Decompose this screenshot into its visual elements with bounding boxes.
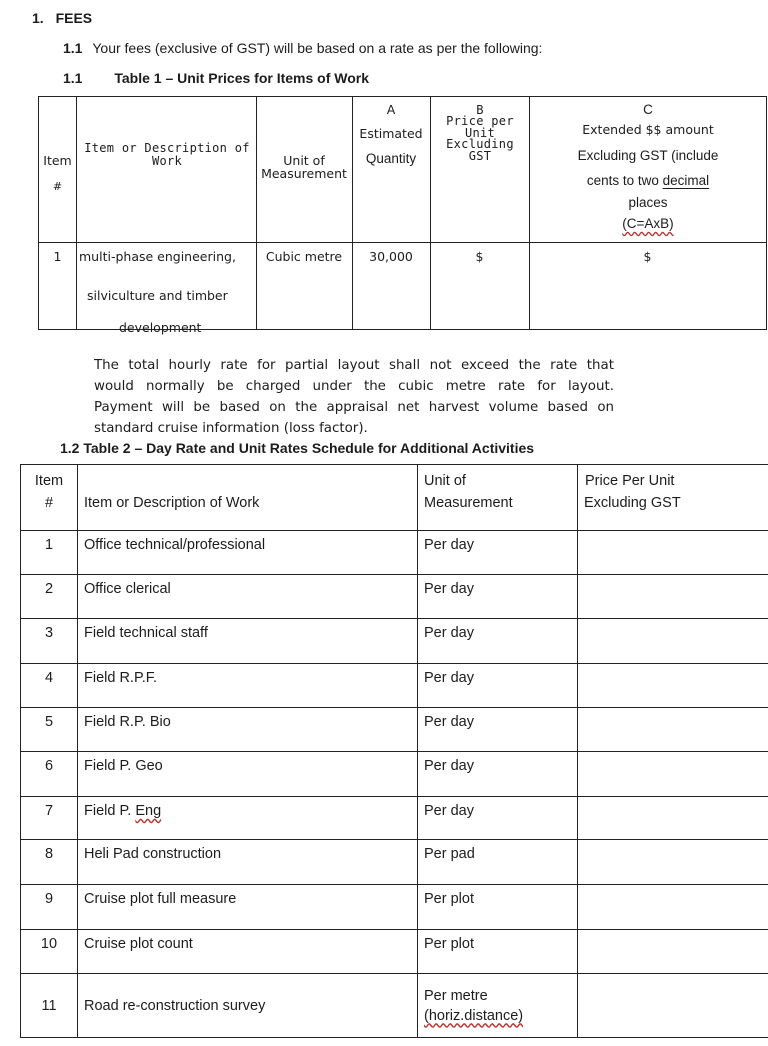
t1-header-b: B Price per Unit Excluding GST — [446, 103, 514, 163]
table-row — [21, 708, 768, 752]
row-number: 10 — [21, 930, 78, 974]
row-price-cell[interactable] — [578, 930, 768, 974]
row-description: Field P. Eng — [78, 797, 418, 840]
table-row — [21, 575, 768, 619]
row-price-cell[interactable] — [578, 619, 768, 664]
row-description: Field R.P. Bio — [78, 708, 418, 752]
paragraph-line: The total hourly rate for partial layout shall not exceed the rate that — [94, 358, 614, 373]
table-row — [21, 930, 768, 974]
row-number: 11 — [21, 974, 78, 1038]
t2-header-item: Item # — [21, 465, 78, 531]
table2-caption: 1.2 Table 2 – Day Rate and Unit Rates Schedule for Additional Activities — [60, 440, 535, 456]
row-number: 9 — [21, 885, 78, 930]
row-number: 6 — [21, 752, 78, 797]
row-unit: Per plot — [418, 885, 578, 930]
row-number: 3 — [21, 619, 78, 664]
t2-header-price: Price Per Unit Excluding GST — [578, 465, 768, 531]
section-heading — [32, 10, 92, 26]
row-number: 5 — [21, 708, 78, 752]
row-unit: Per day — [418, 664, 578, 708]
table-row — [21, 797, 768, 840]
table-row — [21, 752, 768, 797]
table-row — [21, 619, 768, 664]
subsection-text: Your fees (exclusive of GST) will be based on a rate as per the following: — [92, 40, 543, 56]
row-unit: Per plot — [418, 930, 578, 974]
table-row — [21, 974, 768, 1038]
row-description: Office clerical — [78, 575, 418, 619]
section-number: 1. — [32, 10, 44, 26]
row-number: 8 — [21, 840, 78, 885]
table1-caption-number: 1.1 — [63, 70, 83, 86]
t1-header-c: C Extended $$ amount Excluding GST (include cents to two decimal places (C=AxB) — [577, 102, 719, 231]
row-price-cell[interactable] — [578, 885, 768, 930]
t1-row-price: $ — [475, 249, 484, 264]
row-price-cell[interactable] — [578, 840, 768, 885]
row-number: 2 — [21, 575, 78, 619]
row-description: Field R.P.F. — [78, 664, 418, 708]
row-number: 1 — [21, 531, 78, 575]
row-description: Cruise plot count — [78, 930, 418, 974]
table1-caption — [63, 70, 369, 86]
paragraph-line: Payment will be based on the appraisal net harvest volume based on — [94, 400, 614, 415]
t1-header-description: Item or Description of Work — [84, 141, 250, 168]
row-unit: Per day — [418, 708, 578, 752]
row-description: Heli Pad construction — [78, 840, 418, 885]
row-number: 7 — [21, 797, 78, 840]
t1-header-a: A Estimated Quantity — [359, 102, 423, 167]
row-unit: Per day — [418, 619, 578, 664]
row-description: Road re-construction survey — [78, 974, 418, 1038]
paragraph-line: would normally be charged under the cubic metre rate for layout. — [94, 379, 614, 394]
t2-header-description: Item or Description of Work — [78, 465, 418, 531]
row-price-cell[interactable] — [578, 531, 768, 575]
table2-header-row — [21, 465, 768, 531]
t1-row-description: multi-phase engineering, silviculture and timber development — [79, 249, 236, 335]
row-price-cell[interactable] — [578, 575, 768, 619]
t2-header-unit: Unit of Measurement — [418, 465, 578, 531]
t1-header-item: Item # — [43, 153, 72, 194]
t1-row-amount: $ — [643, 249, 652, 264]
paragraph-line: standard cruise information (loss factor). — [94, 421, 368, 436]
row-price-cell[interactable] — [578, 974, 768, 1038]
table-row — [21, 531, 768, 575]
row-description: Cruise plot full measure — [78, 885, 418, 930]
day-rate-table — [20, 464, 768, 1038]
row-unit: Per pad — [418, 840, 578, 885]
row-unit: Per day — [418, 575, 578, 619]
row-description: Field technical staff — [78, 619, 418, 664]
rate-note-paragraph — [94, 355, 614, 439]
section-title: FEES — [55, 10, 93, 26]
t1-row-quantity: 30,000 — [369, 249, 413, 264]
row-unit: Per day — [418, 797, 578, 840]
row-number: 4 — [21, 664, 78, 708]
unit-prices-table — [38, 96, 767, 335]
subsection-number: 1.1 — [63, 40, 83, 56]
row-price-cell[interactable] — [578, 797, 768, 840]
row-unit: Per day — [418, 752, 578, 797]
row-price-cell[interactable] — [578, 664, 768, 708]
row-price-cell[interactable] — [578, 752, 768, 797]
subsection-1-1 — [63, 40, 542, 56]
table1-caption-text: Table 1 – Unit Prices for Items of Work — [114, 70, 370, 86]
table-row — [21, 664, 768, 708]
row-description: Field P. Geo — [78, 752, 418, 797]
table-row — [21, 840, 768, 885]
table-row — [21, 885, 768, 930]
row-unit: Per day — [418, 531, 578, 575]
row-unit: Per metre (horiz.distance) — [418, 974, 578, 1038]
t1-row-item: 1 — [53, 249, 62, 264]
t1-header-unit: Unit of Measurement — [261, 153, 347, 181]
row-description: Office technical/professional — [78, 531, 418, 575]
t1-row-unit: Cubic metre — [265, 249, 343, 264]
row-price-cell[interactable] — [578, 708, 768, 752]
